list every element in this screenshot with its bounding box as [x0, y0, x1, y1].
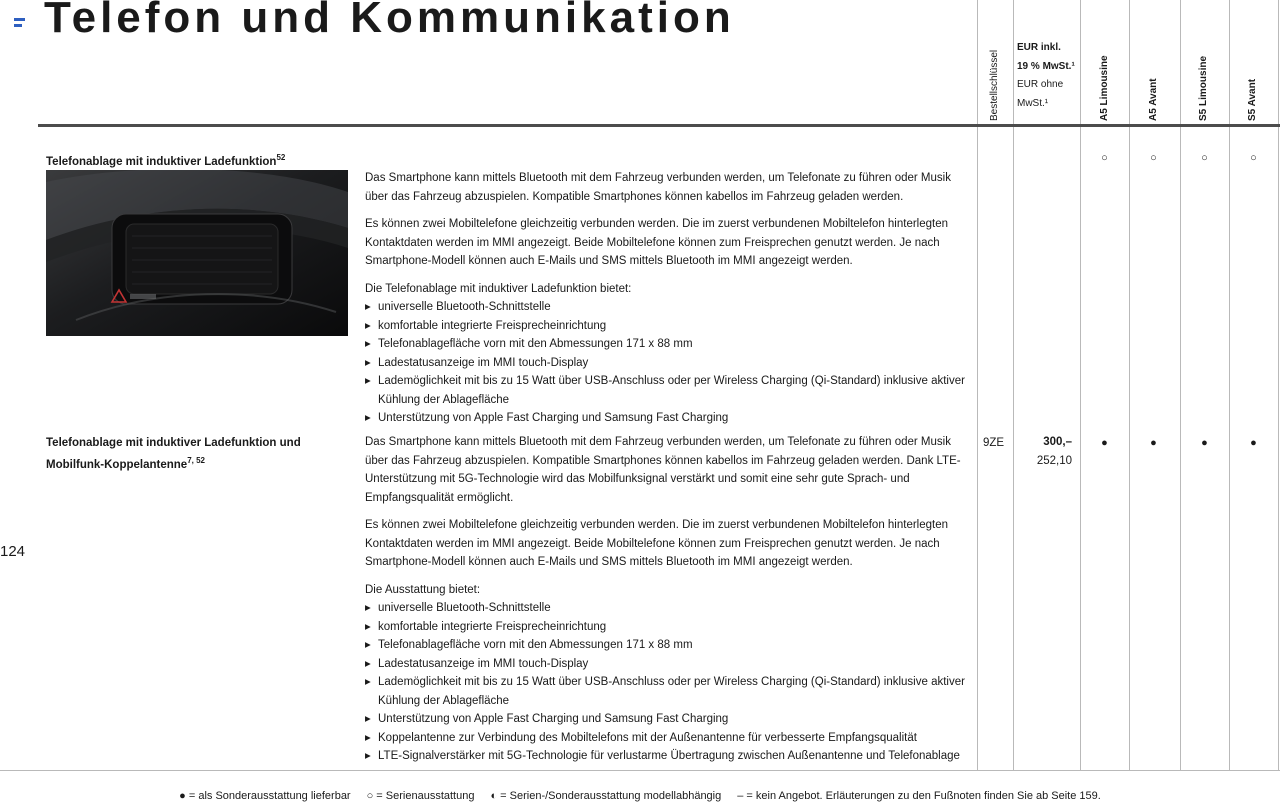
- column-divider: [1080, 0, 1081, 770]
- column-divider: [1278, 0, 1279, 770]
- description-paragraph: Das Smartphone kann mittels Bluetooth mit dem Fahrzeug verbunden werden, um Telefonate zu führen oder Musik über das Fahrzeug abzuspielen. Kompatible Smartphones können kabellos im Fahrzeug geladen werden. Dank LTE-Unterstützung mit 5G-Technologie wird das Mobilfunksignal verstärkt und somit eine sehr gute Sprach- und Empfangsqualität ermöglicht.: [365, 436, 961, 504]
- feature-description-koppelantenne: [365, 433, 970, 766]
- feature-bullet-list: [365, 599, 970, 766]
- feature-list-intro: Die Telefonablage mit induktiver Ladefunktion bietet:: [365, 282, 632, 295]
- feature-bullet: ▶ Ladestatusanzeige im MMI touch-Display: [365, 354, 970, 373]
- phone-tray-illustration: [46, 170, 348, 336]
- column-header-bestellschluessel: Bestellschlüssel: [989, 49, 1000, 121]
- bookmark-bar: [14, 18, 25, 21]
- description-paragraph: Das Smartphone kann mittels Bluetooth mit dem Fahrzeug verbunden werden, um Telefonate zu führen oder Musik über das Fahrzeug abzuspielen. Kompatible Smartphones können kabellos im Fahrzeug geladen werden.: [365, 172, 951, 203]
- availability-a5-limousine: ●: [1101, 437, 1108, 449]
- availability-a5-avant: ○: [1150, 152, 1157, 164]
- column-divider: [977, 0, 978, 770]
- footer-divider: [0, 770, 1280, 771]
- bullet-arrow-icon: ▶: [365, 621, 371, 631]
- availability-a5-limousine: ○: [1101, 152, 1108, 164]
- eur-header-line: 19 % MwSt.¹: [1017, 60, 1075, 72]
- eur-header-line: EUR inkl.: [1017, 42, 1061, 53]
- footnote-superscript: 7, 52: [187, 456, 205, 465]
- feature-bullet: ▶ Lademöglichkeit mit bis zu 15 Watt über USB-Anschluss oder per Wireless Charging (Qi-Standard) inklusive aktiver Kühlung der Ablagefläche: [365, 673, 970, 710]
- bullet-arrow-icon: ▶: [365, 732, 371, 742]
- description-paragraph: Es können zwei Mobiltelefone gleichzeitig verbunden werden. Die im zuerst verbundenen Mobiltelefon hinterlegten Kontaktdaten werden im MMI angezeigt. Beide Mobiltelefone können zum Freisprechen genutzt werden. Je nach Smartphone-Modell können auch E-Mails und SMS mittels Bluetooth im MMI angezeigt werden.: [365, 218, 949, 267]
- bullet-arrow-icon: ▶: [365, 714, 371, 723]
- feature-bullet: ▶ universelle Bluetooth-Schnittstelle: [365, 298, 970, 317]
- price-excl-vat: 252,10: [1036, 454, 1072, 467]
- bullet-arrow-icon: ▶: [365, 357, 371, 367]
- feature-bullet: ▶ Unterstützung von Apple Fast Charging und Samsung Fast Charging: [365, 409, 970, 428]
- availability-a5-avant: ●: [1150, 437, 1157, 449]
- column-divider: [1129, 0, 1130, 770]
- feature-bullet: ▶ Unterstützung von Apple Fast Charging und Samsung Fast Charging: [365, 710, 970, 729]
- feature-list-intro: Die Ausstattung bietet:: [365, 583, 481, 596]
- legend-kein-angebot: – = kein Angebot. Erläuterungen zu den Fußnoten finden Sie ab Seite 159.: [737, 790, 1101, 802]
- availability-s5-limousine: ○: [1201, 152, 1208, 164]
- legend-serienausstattung: ○ = Serienausstattung: [366, 790, 475, 802]
- availability-s5-avant: ●: [1250, 437, 1257, 449]
- bullet-arrow-icon: ▶: [365, 320, 371, 330]
- column-header-eur: [1017, 39, 1077, 113]
- feature-title-ladefunktion: [46, 149, 362, 171]
- legend: [0, 789, 1280, 803]
- column-divider: [1229, 0, 1230, 770]
- page-title: Telefon und Kommunikation: [44, 0, 735, 42]
- column-header-a5-limousine: A5 Limousine: [1099, 55, 1110, 121]
- price-incl-vat: 300,–: [1043, 436, 1072, 448]
- legend-modellabhaengig: ◐ = Serien-/Sonderausstattung modellabhängig: [490, 790, 722, 802]
- footnote-superscript: 52: [276, 153, 286, 162]
- legend-sonderausstattung: ● = als Sonderausstattung lieferbar: [179, 790, 351, 802]
- header-divider: [38, 124, 1280, 127]
- bullet-arrow-icon: ▶: [365, 302, 371, 311]
- bullet-arrow-icon: ▶: [365, 376, 371, 385]
- feature-bullet-list: [365, 298, 970, 428]
- page-number: 124: [0, 543, 26, 560]
- bullet-arrow-icon: ▶: [365, 640, 371, 649]
- bullet-arrow-icon: ▶: [365, 413, 371, 422]
- bullet-arrow-icon: ▶: [365, 658, 371, 668]
- feature-bullet: ▶ komfortable integrierte Freisprecheinrichtung: [365, 618, 970, 637]
- column-header-s5-avant: S5 Avant: [1247, 78, 1258, 121]
- bullet-arrow-icon: ▶: [365, 339, 371, 348]
- feature-bullet: ▶ Telefonablagefläche vorn mit den Abmessungen 171 x 88 mm: [365, 636, 970, 655]
- column-divider: [1013, 0, 1014, 770]
- column-header-a5-avant: A5 Avant: [1148, 78, 1159, 121]
- feature-title-text: Telefonablage mit induktiver Ladefunktion und Mobilfunk-Koppelantenne: [46, 437, 301, 471]
- availability-s5-limousine: ●: [1201, 437, 1208, 449]
- bookmark-icon: [14, 18, 25, 30]
- eur-header-line: EUR ohne: [1017, 79, 1064, 90]
- phone-tray-photo: [46, 170, 348, 336]
- price-cell: [1014, 433, 1072, 470]
- feature-bullet: ▶ komfortable integrierte Freisprecheinrichtung: [365, 317, 970, 336]
- eur-header-line: MwSt.¹: [1017, 97, 1049, 109]
- feature-bullet: ▶ Lademöglichkeit mit bis zu 15 Watt über USB-Anschluss oder per Wireless Charging (Qi-Standard) inklusive aktiver Kühlung der Ablagefläche: [365, 372, 970, 409]
- feature-description-ladefunktion: [365, 169, 970, 428]
- feature-bullet: ▶ Telefonablagefläche vorn mit den Abmessungen 171 x 88 mm: [365, 335, 970, 354]
- feature-bullet: ▶ Koppelantenne zur Verbindung des Mobiltelefons mit der Außenantenne für verbesserte Empfangsqualität: [365, 729, 970, 748]
- description-paragraph: Es können zwei Mobiltelefone gleichzeitig verbunden werden. Die im zuerst verbundenen Mobiltelefon hinterlegten Kontaktdaten werden im MMI angezeigt. Beide Mobiltelefone können zum Freisprechen genutzt werden. Je nach Smartphone-Modell können auch E-Mails und SMS mittels Bluetooth im MMI angezeigt werden.: [365, 519, 949, 568]
- column-divider: [1180, 0, 1181, 770]
- availability-s5-avant: ○: [1250, 152, 1257, 164]
- feature-title-text: Telefonablage mit induktiver Ladefunktion: [46, 155, 277, 168]
- feature-bullet: ▶ universelle Bluetooth-Schnittstelle: [365, 599, 970, 618]
- order-code: 9ZE: [983, 437, 1005, 449]
- feature-bullet: ▶ LTE-Signalverstärker mit 5G-Technologie für verlustarme Übertragung zwischen Außenantenne und Telefonablage: [365, 747, 970, 766]
- feature-title-koppelantenne: [46, 434, 362, 474]
- column-header-s5-limousine: S5 Limousine: [1198, 55, 1209, 121]
- bullet-arrow-icon: ▶: [365, 603, 371, 612]
- bullet-arrow-icon: ▶: [365, 677, 371, 686]
- bullet-arrow-icon: ▶: [365, 751, 371, 760]
- feature-bullet: ▶ Ladestatusanzeige im MMI touch-Display: [365, 655, 970, 674]
- bookmark-bar: [14, 24, 22, 27]
